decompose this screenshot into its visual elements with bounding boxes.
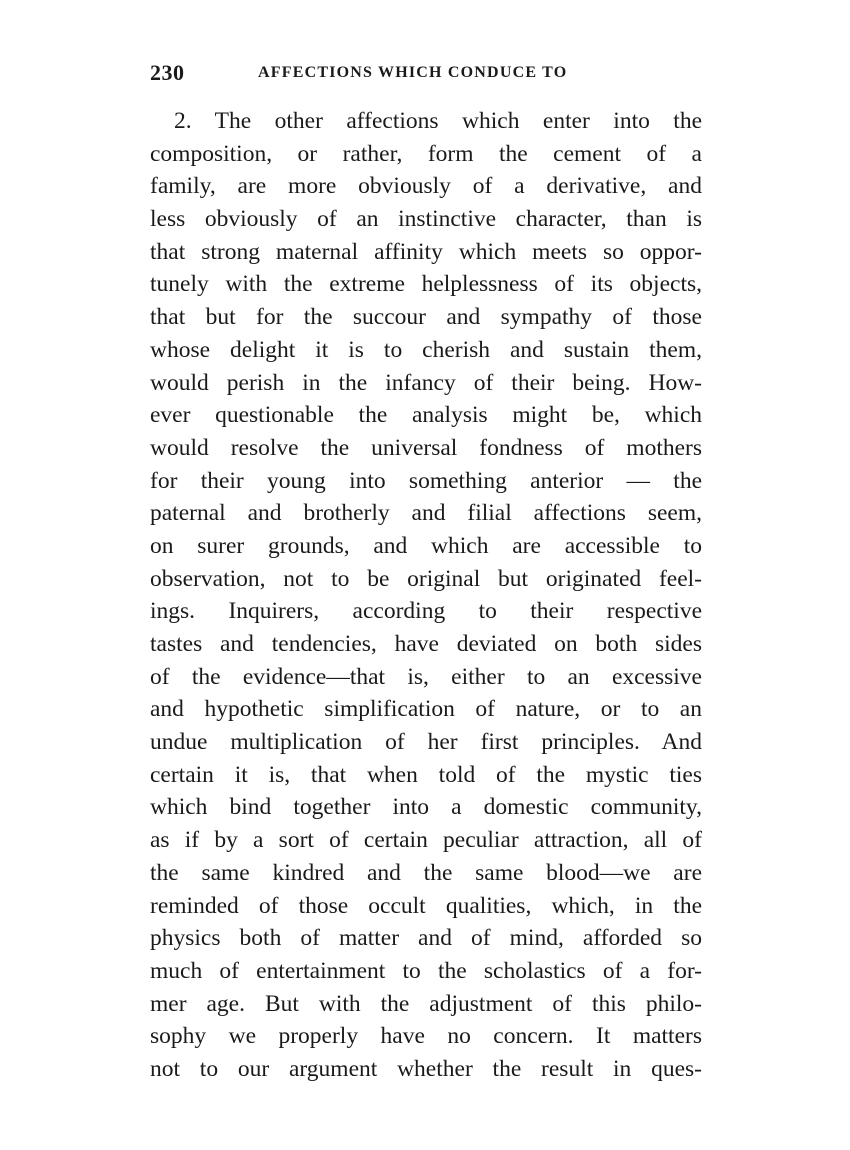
text-line: that but for the succour and sympathy of those [150, 304, 702, 331]
page-number: 230 [150, 60, 185, 85]
text-line: certain it is, that when told of the mystic ties [150, 761, 702, 788]
text-line: physics both of matter and of mind, afforded so [150, 925, 702, 952]
text-line: less obviously of an instinctive character, than is [150, 206, 702, 233]
text-line: the same kindred and the same blood—we are [150, 859, 702, 886]
text-line: sophy we properly have no concern. It matters [150, 1023, 702, 1050]
text-line: mer age. But with the adjustment of this philo- [150, 990, 702, 1017]
text-line: that strong maternal affinity which meets so oppor- [150, 238, 702, 265]
body-text [150, 105, 702, 1086]
text-line: ever questionable the analysis might be, which [150, 402, 702, 429]
text-line: undue multiplication of her first principles. And [150, 729, 702, 756]
text-line: of the evidence—that is, either to an excessive [150, 663, 702, 690]
text-line: ings. Inquirers, according to their respective [150, 598, 702, 625]
text-line: not to our argument whether the result in ques- [150, 1055, 702, 1082]
text-line: would perish in the infancy of their being. How- [150, 369, 702, 396]
text-line: and hypothetic simplification of nature, or to an [150, 696, 702, 723]
text-line: paternal and brotherly and filial affections seem, [150, 500, 702, 527]
text-line: on surer grounds, and which are accessible to [150, 532, 702, 559]
text-line: tastes and tendencies, have deviated on both sides [150, 631, 702, 657]
text-line: 2. The other affections which enter into the [174, 108, 702, 134]
text-line: much of entertainment to the scholastics of a for- [150, 957, 702, 984]
running-head [150, 60, 710, 90]
text-line: composition, or rather, form the cement of a [150, 140, 702, 167]
text-line: as if by a sort of certain peculiar attraction, all of [150, 827, 702, 854]
text-line: for their young into something anterior — the [150, 467, 702, 494]
text-line: whose delight it is to cherish and sustain them, [150, 336, 702, 363]
text-line: tunely with the extreme helplessness of its objects, [150, 271, 702, 298]
text-line: family, are more obviously of a derivative, and [150, 173, 702, 200]
text-line: which bind together into a domestic community, [150, 794, 702, 821]
text-line: would resolve the universal fondness of mothers [150, 434, 702, 461]
running-title: AFFECTIONS WHICH CONDUCE TO [258, 64, 568, 81]
text-line: observation, not to be original but originated feel- [150, 565, 702, 592]
text-line: reminded of those occult qualities, which, in the [150, 892, 702, 919]
